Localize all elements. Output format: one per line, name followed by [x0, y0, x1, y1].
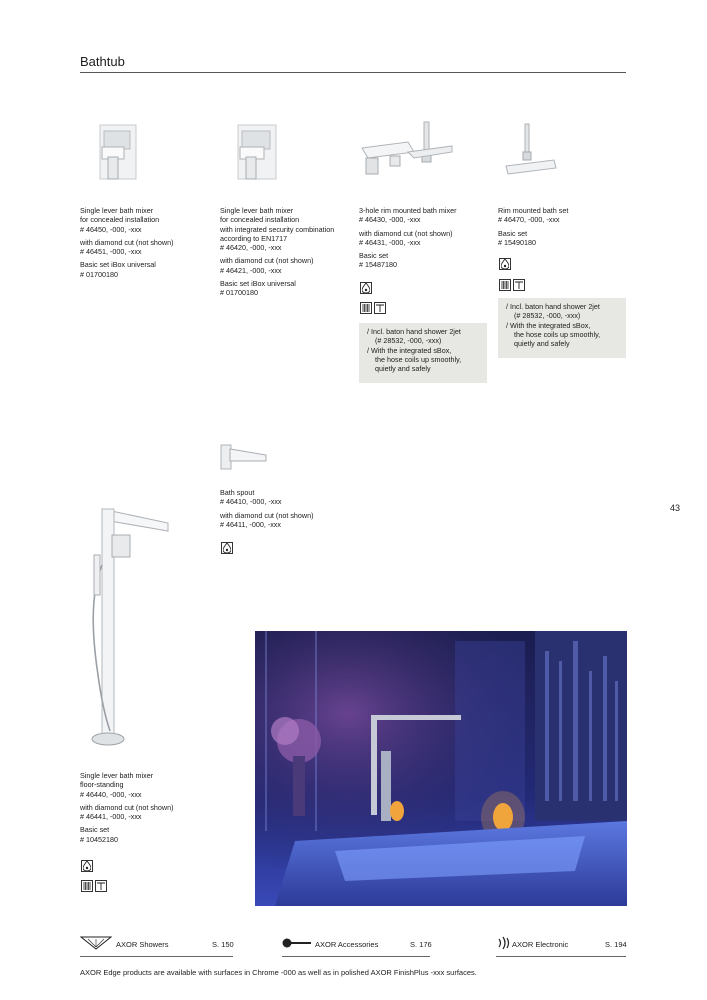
bathroom-ambience-photo [255, 631, 627, 906]
note-bullet: / [506, 320, 508, 330]
product-3-basic-set-number: # 15487180 [359, 260, 397, 270]
product-2-variant: with diamond cut (not shown) [220, 256, 314, 266]
product-6-line: floor-standing [80, 780, 124, 790]
product-2-basic-set: Basic set iBox universal [220, 279, 296, 289]
note-line: (# 28532, -000, -xxx) [514, 311, 581, 321]
footer-disclaimer: AXOR Edge products are available with surfaces in Chrome -000 as well as in polished AXOR FinishPlus -xxx surfaces. [80, 968, 477, 977]
product-4-basic-set: Basic set [498, 228, 528, 238]
note-bullet: / [506, 302, 508, 311]
product-5-description [220, 488, 313, 529]
note-line: With the integrated sBox, [371, 345, 452, 355]
note-line: quietly and safely [514, 339, 570, 349]
product-6-variant: with diamond cut (not shown) [80, 802, 174, 812]
barcode-icon [81, 880, 93, 892]
product-image-floor-standing-mixer [88, 505, 172, 753]
water-drop-icon [499, 258, 511, 270]
product-1-line: for concealed installation [80, 215, 160, 225]
product-2-article-number: # 46420, -000, -xxx [220, 243, 282, 253]
product-1-description [80, 206, 173, 279]
installation-icon [81, 880, 107, 892]
product-image-bath-spout [220, 443, 270, 471]
barcode-icon [499, 279, 511, 291]
water-drop-icon [81, 860, 93, 872]
section-divider [80, 72, 626, 73]
product-6-basic-set-number: # 10452180 [80, 834, 118, 844]
product-1-basic-set-number: # 01700180 [80, 269, 118, 279]
product-2-variant-number: # 46421, -000, -xxx [220, 265, 282, 275]
note-line: With the integrated sBox, [510, 320, 591, 330]
shower-icon [80, 935, 112, 951]
product-4-note [498, 298, 626, 358]
product-6-article-number: # 46440, -000, -xxx [80, 789, 142, 799]
note-bullet: / [367, 327, 369, 336]
footer-link-rule [496, 956, 626, 957]
section-title: Bathtub [80, 54, 125, 69]
product-4-line: Rim mounted bath set [498, 206, 569, 215]
footer-link-page[interactable]: S. 150 [212, 940, 234, 949]
product-1-variant-number: # 46451, -000, -xxx [80, 247, 142, 257]
note-line: the hose coils up smoothly, [375, 354, 462, 364]
product-6-line: Single lever bath mixer [80, 771, 154, 780]
footer-link-rule [282, 956, 430, 957]
t-fitting-icon [513, 279, 525, 291]
installation-icon [360, 302, 386, 314]
product-3-variant-number: # 46431, -000, -xxx [359, 237, 421, 247]
product-2-line: according to EN1717 [220, 233, 288, 243]
product-3-basic-set: Basic set [359, 251, 389, 261]
note-line: the hose coils up smoothly, [514, 329, 601, 339]
product-4-article-number: # 46470, -000, -xxx [498, 215, 560, 225]
product-5-article-number: # 46410, -000, -xxx [220, 497, 282, 507]
product-2-line: for concealed installation [220, 215, 300, 225]
product-4-basic-set-number: # 15490180 [498, 237, 536, 247]
product-6-basic-set: Basic set [80, 825, 110, 835]
note-line: Incl. baton hand shower 2jet [510, 302, 600, 311]
water-drop-icon [221, 542, 233, 554]
product-3-article-number: # 46430, -000, -xxx [359, 215, 421, 225]
footer-link-page[interactable]: S. 194 [605, 940, 627, 949]
t-fitting-icon [374, 302, 386, 314]
product-2-line: with integrated security combination [220, 224, 335, 234]
footer-link-page[interactable]: S. 176 [410, 940, 432, 949]
product-3-variant: with diamond cut (not shown) [359, 228, 453, 238]
footer-link-label[interactable]: AXOR Electronic [512, 940, 569, 949]
product-2-description [220, 206, 334, 298]
footer-link-rule [80, 956, 233, 957]
t-fitting-icon [95, 880, 107, 892]
barcode-icon [360, 302, 372, 314]
product-2-line: Single lever bath mixer [220, 206, 294, 215]
product-3-line: 3-hole rim mounted bath mixer [359, 206, 457, 215]
note-line: quietly and safely [375, 364, 431, 374]
sensor-icon [496, 936, 512, 950]
product-1-line: Single lever bath mixer [80, 206, 154, 215]
product-2-basic-set-number: # 01700180 [220, 288, 258, 298]
product-1-article-number: # 46450, -000, -xxx [80, 224, 142, 234]
accessory-icon [282, 938, 312, 948]
product-1-variant: with diamond cut (not shown) [80, 237, 174, 247]
product-5-variant-number: # 46411, -000, -xxx [220, 519, 281, 529]
note-line: (# 28532, -000, -xxx) [375, 336, 442, 346]
product-image-concealed-mixer-security [220, 123, 280, 183]
product-image-concealed-mixer [80, 123, 140, 183]
installation-icon [499, 279, 525, 291]
note-bullet: / [367, 345, 369, 355]
product-5-variant: with diamond cut (not shown) [220, 510, 314, 520]
product-4-description [498, 206, 568, 247]
footer-link-label[interactable]: AXOR Accessories [315, 940, 379, 949]
footer-link-label[interactable]: AXOR Showers [116, 940, 169, 949]
product-image-3-hole-rim-mixer [358, 118, 456, 182]
page-number: 43 [670, 503, 681, 513]
product-5-line: Bath spout [220, 488, 255, 497]
product-image-rim-mounted-bath-set [500, 122, 560, 178]
product-6-variant-number: # 46441, -000, -xxx [80, 812, 142, 822]
product-6-description [80, 771, 173, 844]
water-drop-icon [360, 282, 372, 294]
product-3-description [359, 206, 456, 270]
note-line: Incl. baton hand shower 2jet [371, 327, 461, 336]
product-3-note [359, 323, 487, 383]
product-1-basic-set: Basic set iBox universal [80, 260, 156, 270]
